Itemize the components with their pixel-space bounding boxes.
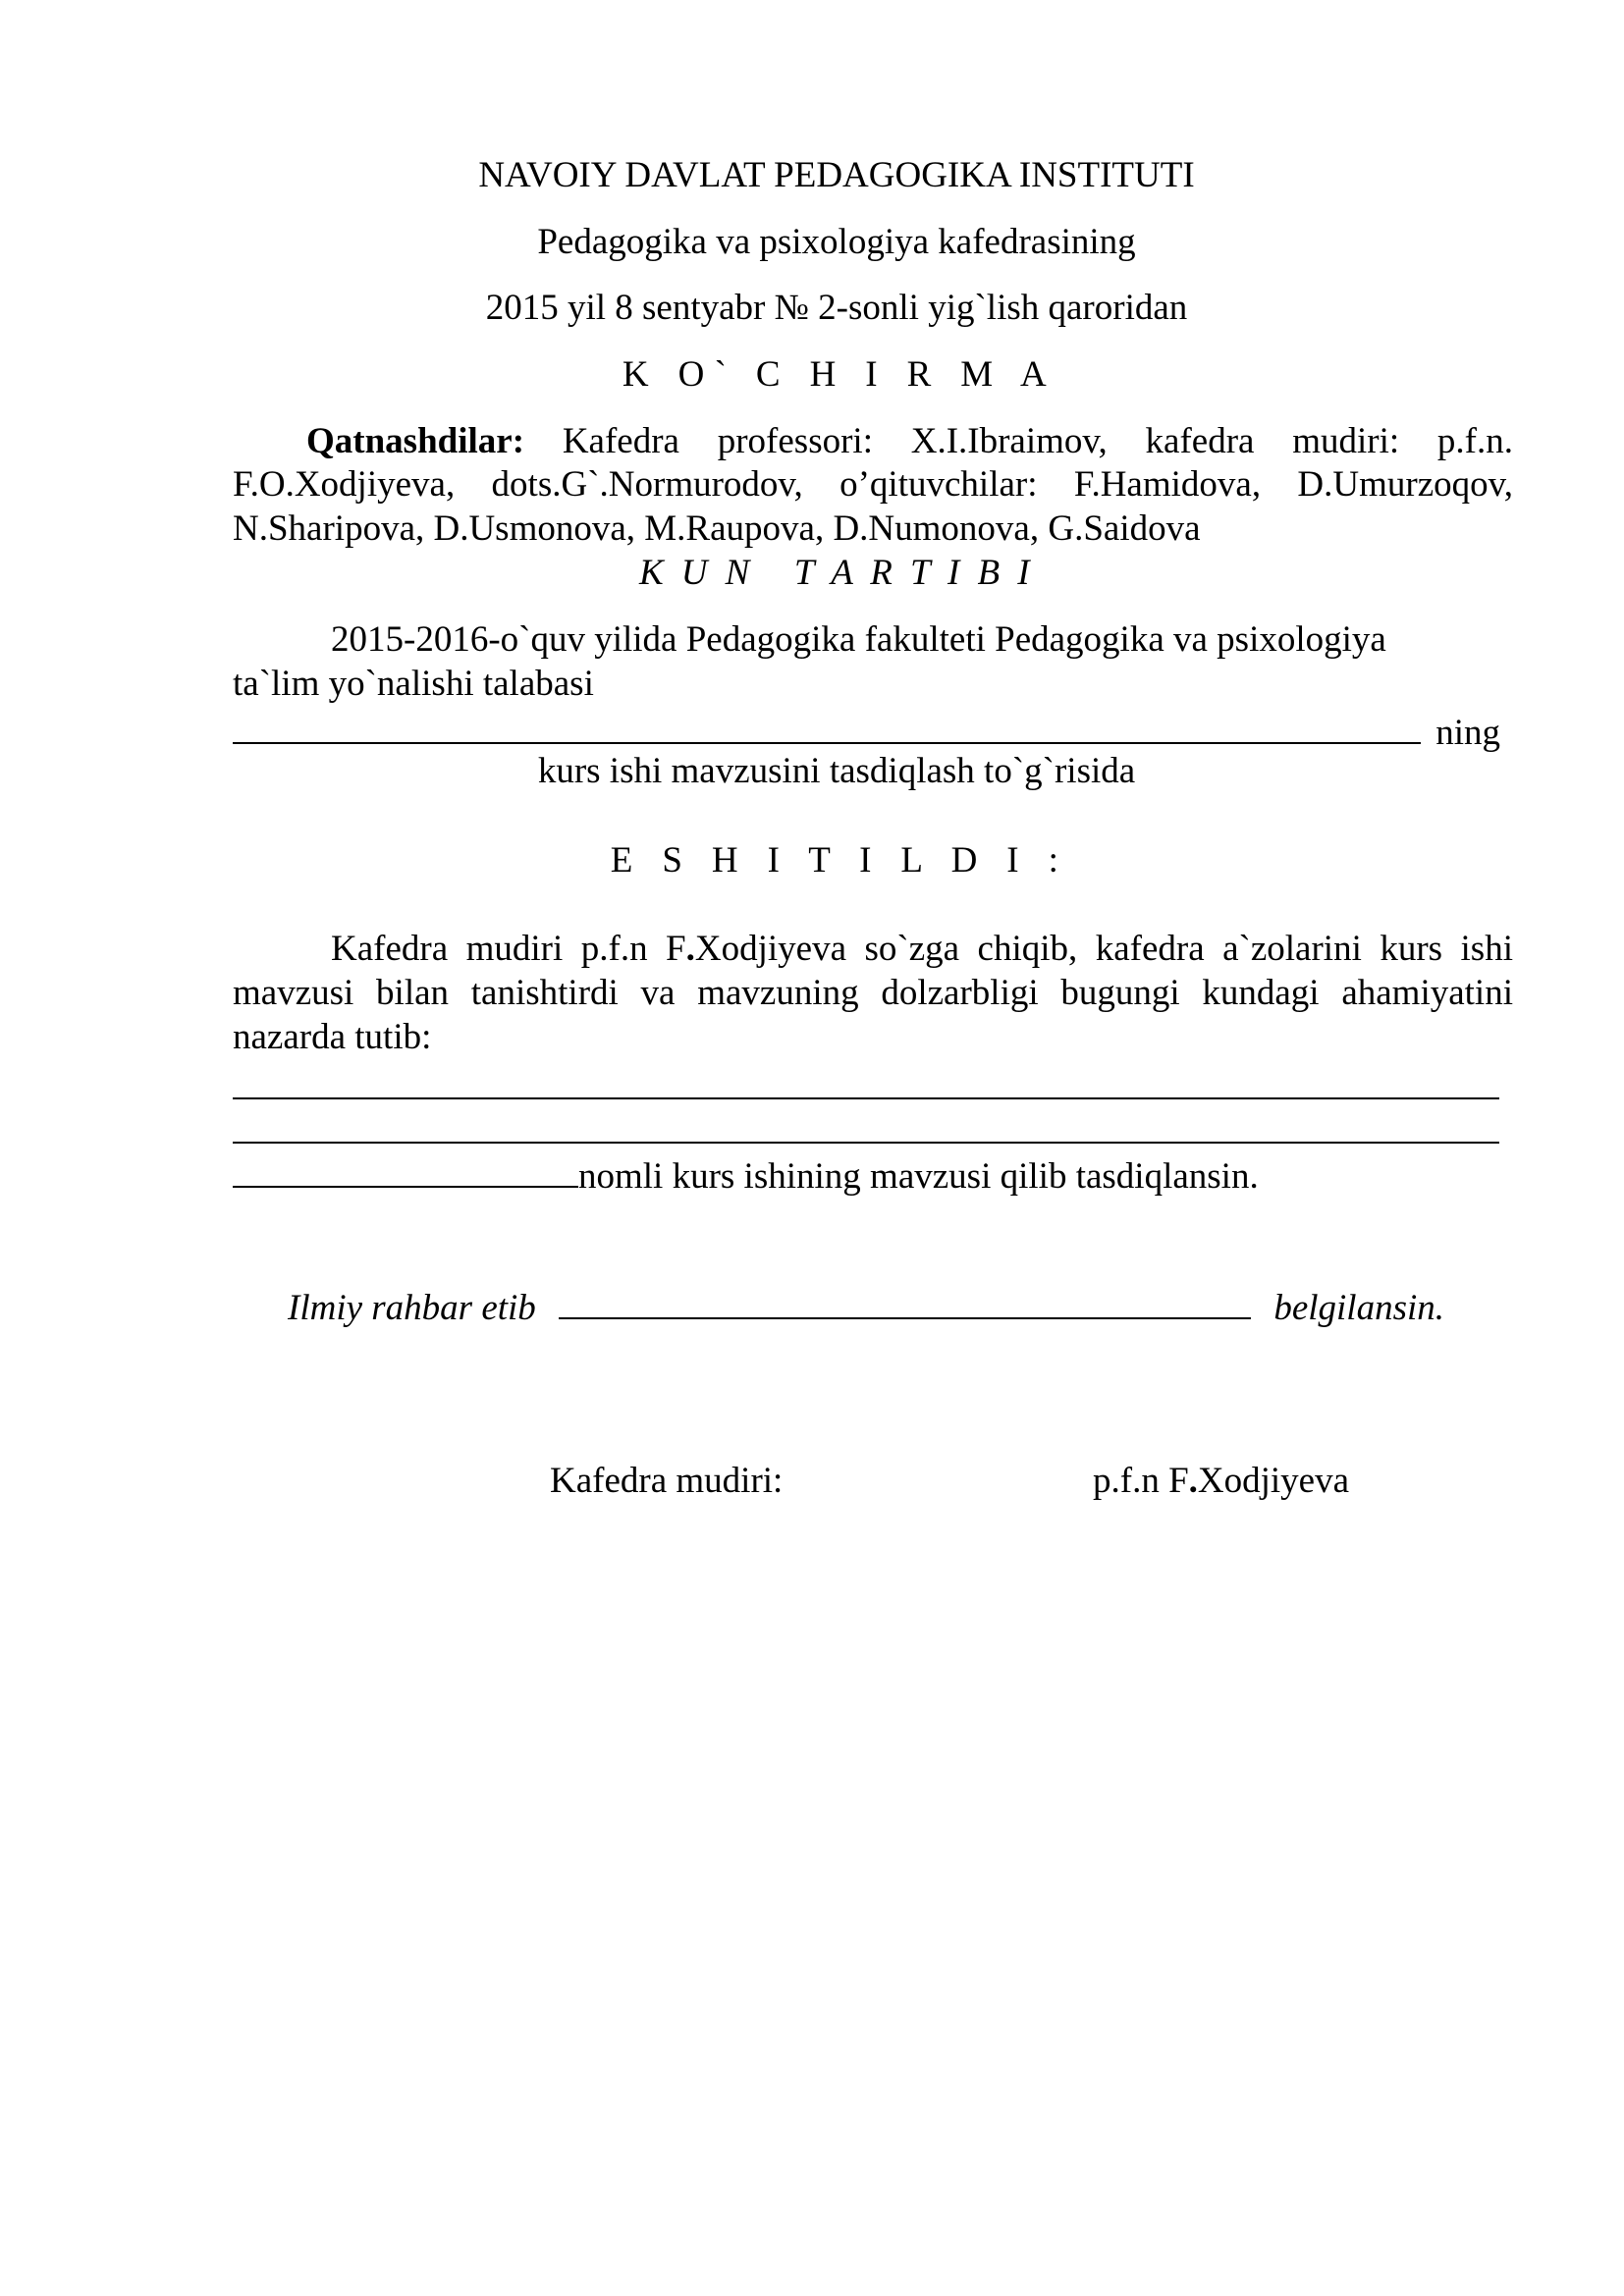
ning-suffix: ning (1435, 713, 1501, 753)
topic-blank-line-2[interactable] (233, 1142, 1499, 1144)
agenda-topic: kurs ishi mavzusini tasdiqlash to`g`risida (537, 751, 1136, 791)
participants-label: Qatnashdilar: (306, 421, 525, 461)
supervisor-line (288, 1282, 1444, 1330)
topic-blank-line-3[interactable] (233, 1150, 578, 1188)
signature-name-dot: . (1188, 1461, 1198, 1501)
heard-line-1-b: F (666, 929, 686, 969)
agenda-line-2: ta`lim yo`nalishi talabasi (233, 664, 594, 704)
signature-name (1093, 1460, 1349, 1503)
participants-line-3: N.Sharipova, D.Usmonova, M.Raupova, D.Numonova, G.Saidova (233, 508, 1201, 549)
heard-line-1-dot: . (685, 929, 695, 969)
heard-line-1-a: Kafedra mudiri p.f.n (331, 929, 667, 969)
student-name-blank[interactable] (233, 707, 1421, 744)
approval-line (233, 1150, 1259, 1199)
supervisor-suffix: belgilansin. (1273, 1288, 1445, 1328)
participants-line-1-rest: Kafedra professori: X.I.Ibraimov, kafedra mudiri: p.f.n. (562, 421, 1514, 461)
meeting-reference: 2015 yil 8 sentyabr № 2-sonli yig`lish qaroridan (485, 288, 1188, 328)
signature-name-c: Xodjiyeva (1197, 1461, 1350, 1501)
heard-title: E S H I T I L D I : (610, 840, 1069, 881)
institution-name: NAVOIY DAVLAT PEDAGOGIKA INSTITUTI (478, 155, 1195, 195)
agenda-title: K U N T A R T I B I (639, 553, 1034, 593)
department-name: Pedagogika va psixologiya kafedrasining (537, 222, 1136, 262)
signature-role: Kafedra mudiri: (550, 1461, 784, 1501)
participants-line-1 (306, 420, 1513, 463)
participants-line-2: F.O.Xodjiyeva, dots.G`.Normurodov, o’qituvchilar: F.Hamidova, D.Umurzoqov, (233, 464, 1513, 505)
heard-line-1-d: Xodjiyeva so`zga chiqib, kafedra a`zolarini kurs ishi (694, 929, 1513, 969)
document-title: K O` C H I R M A (622, 354, 1057, 395)
supervisor-name-blank[interactable] (559, 1282, 1251, 1319)
signature-name-a: p.f.n F (1093, 1461, 1189, 1501)
heard-line-2: mavzusi bilan tanishtirdi va mavzuning dolzarbligi bugungi kundagi ahamiyatini (233, 973, 1513, 1013)
heard-line-1 (331, 928, 1513, 971)
topic-blank-line-1[interactable] (233, 1097, 1499, 1099)
agenda-line-1: 2015-2016-o`quv yilida Pedagogika fakulteti Pedagogika va psixologiya (331, 619, 1386, 660)
approval-text: nomli kurs ishining mavzusi qilib tasdiqlansin. (578, 1156, 1259, 1197)
supervisor-prefix: Ilmiy rahbar etib (288, 1288, 536, 1328)
student-name-blank-line (233, 707, 1500, 755)
heard-line-3: nazarda tutib: (233, 1017, 432, 1057)
